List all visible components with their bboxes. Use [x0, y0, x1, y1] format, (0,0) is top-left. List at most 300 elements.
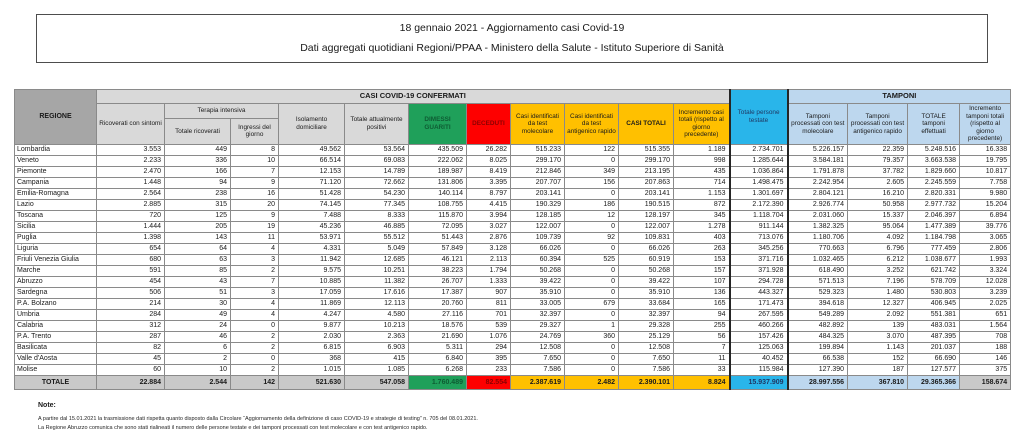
value-cell: 2.482: [565, 375, 619, 389]
value-cell: 57.849: [409, 243, 467, 254]
value-cell: 267.595: [730, 309, 788, 320]
value-cell: 12.508: [511, 342, 565, 353]
value-cell: 54.230: [345, 188, 409, 199]
table-row: [15, 155, 1011, 166]
value-cell: 547.058: [345, 375, 409, 389]
value-cell: 708: [960, 331, 1011, 342]
value-cell: 3.395: [467, 177, 511, 188]
value-cell: 69.083: [345, 155, 409, 166]
value-cell: 872: [674, 199, 730, 210]
value-cell: 4: [231, 243, 279, 254]
value-cell: 2.564: [97, 188, 165, 199]
value-cell: 907: [467, 287, 511, 298]
value-cell: 483.031: [908, 320, 960, 331]
table-row: [15, 188, 1011, 199]
value-cell: 1.564: [960, 320, 1011, 331]
value-cell: 109.739: [511, 232, 565, 243]
value-cell: 8.797: [467, 188, 511, 199]
value-cell: 51: [165, 287, 231, 298]
region-name-cell: Friuli Venezia Giulia: [15, 254, 97, 265]
value-cell: 12: [565, 210, 619, 221]
region-name-cell: Calabria: [15, 320, 97, 331]
value-cell: 1.448: [97, 177, 165, 188]
value-cell: 10: [165, 364, 231, 375]
region-name-cell: Piemonte: [15, 166, 97, 177]
value-cell: 1.278: [674, 221, 730, 232]
value-cell: 5.311: [409, 342, 467, 353]
value-cell: 8: [231, 144, 279, 155]
value-cell: 40.452: [730, 353, 788, 364]
value-cell: 0: [231, 353, 279, 364]
value-cell: 7.758: [960, 177, 1011, 188]
value-cell: 3.663.538: [908, 155, 960, 166]
value-cell: 2.734.701: [730, 144, 788, 155]
value-cell: 207.707: [511, 177, 565, 188]
value-cell: 1.076: [467, 331, 511, 342]
value-cell: 128.185: [511, 210, 565, 221]
value-cell: 367.810: [848, 375, 908, 389]
value-cell: 17.059: [279, 287, 345, 298]
value-cell: 10.251: [345, 265, 409, 276]
value-cell: 1.382.325: [788, 221, 848, 232]
region-name-cell: Campania: [15, 177, 97, 188]
value-cell: 1.398: [97, 232, 165, 243]
value-cell: 122: [565, 144, 619, 155]
value-cell: 2.387.619: [511, 375, 565, 389]
band-casi-covid-confermati: CASI COVID-19 CONFERMATI: [97, 90, 730, 104]
region-name-cell: P.A. Bolzano: [15, 298, 97, 309]
value-cell: 11.869: [279, 298, 345, 309]
column-header-totale-tamponi: TOTALE tamponi effettuati: [908, 104, 960, 145]
value-cell: 2.233: [97, 155, 165, 166]
value-cell: 6.815: [279, 342, 345, 353]
value-cell: 539: [467, 320, 511, 331]
value-cell: 6.903: [345, 342, 409, 353]
value-cell: 43: [165, 276, 231, 287]
value-cell: 11: [231, 232, 279, 243]
value-cell: 371.928: [730, 265, 788, 276]
table-row: [15, 166, 1011, 177]
value-cell: 0: [565, 276, 619, 287]
value-cell: 1.153: [674, 188, 730, 199]
value-cell: 8.419: [467, 166, 511, 177]
value-cell: 1.184.798: [908, 232, 960, 243]
value-cell: 449: [165, 144, 231, 155]
value-cell: 9.877: [279, 320, 345, 331]
value-cell: 35.910: [511, 287, 565, 298]
value-cell: 3.070: [848, 331, 908, 342]
value-cell: 1.143: [848, 342, 908, 353]
value-cell: 395: [467, 353, 511, 364]
value-cell: 60: [97, 364, 165, 375]
value-cell: 158.674: [960, 375, 1011, 389]
value-cell: 618.490: [788, 265, 848, 276]
value-cell: 55.512: [345, 232, 409, 243]
value-cell: 4.580: [345, 309, 409, 320]
region-name-cell: P.A. Trento: [15, 331, 97, 342]
value-cell: 16: [231, 188, 279, 199]
value-cell: 17.616: [345, 287, 409, 298]
table-row: [15, 265, 1011, 276]
value-cell: 0: [565, 265, 619, 276]
value-cell: 11.942: [279, 254, 345, 265]
value-cell: 1.829.660: [908, 166, 960, 177]
value-cell: 701: [467, 309, 511, 320]
value-cell: 46.885: [345, 221, 409, 232]
value-cell: 66.690: [908, 353, 960, 364]
region-name-cell: Valle d'Aosta: [15, 353, 97, 364]
value-cell: 0: [565, 342, 619, 353]
column-header-totale-ricoverati: Totale ricoverati: [165, 119, 231, 145]
title-box: [36, 14, 988, 63]
region-name-cell: Sicilia: [15, 221, 97, 232]
value-cell: 714: [674, 177, 730, 188]
value-cell: 212.846: [511, 166, 565, 177]
value-cell: 591: [97, 265, 165, 276]
value-cell: 30: [165, 298, 231, 309]
value-cell: 128.197: [619, 210, 674, 221]
value-cell: 0: [565, 188, 619, 199]
value-cell: 299.170: [619, 155, 674, 166]
value-cell: 1.032.465: [788, 254, 848, 265]
value-cell: 7.650: [511, 353, 565, 364]
column-header-incremento-tamponi: Incremento tamponi totali (rispetto al giorno precedente): [960, 104, 1011, 145]
value-cell: 6: [165, 342, 231, 353]
value-cell: 415: [345, 353, 409, 364]
value-cell: 2.885: [97, 199, 165, 210]
value-cell: 190.515: [619, 199, 674, 210]
table-row: [15, 144, 1011, 155]
column-header-ingressi-del-giorno: Ingressi del giorno: [231, 119, 279, 145]
value-cell: 157.426: [730, 331, 788, 342]
value-cell: 394.618: [788, 298, 848, 309]
value-cell: 2.876: [467, 232, 511, 243]
value-cell: 2: [231, 265, 279, 276]
region-name-cell: Lazio: [15, 199, 97, 210]
header-row: [15, 104, 1011, 119]
value-cell: 1.498.475: [730, 177, 788, 188]
table-row: [15, 353, 1011, 364]
value-cell: 2.390.101: [619, 375, 674, 389]
value-cell: 20: [231, 199, 279, 210]
value-cell: 2.172.390: [730, 199, 788, 210]
value-cell: 2.470: [97, 166, 165, 177]
value-cell: 651: [960, 309, 1011, 320]
region-name-cell: Sardegna: [15, 287, 97, 298]
value-cell: 713.076: [730, 232, 788, 243]
value-cell: 79.357: [848, 155, 908, 166]
column-header-casi-test-antigenico: Casi identificati da test antigenico rapido: [565, 104, 619, 145]
region-name-cell: Abruzzo: [15, 276, 97, 287]
value-cell: 60.919: [619, 254, 674, 265]
value-cell: 6.840: [409, 353, 467, 364]
value-cell: 27.116: [409, 309, 467, 320]
value-cell: 11: [674, 353, 730, 364]
value-cell: 9: [231, 177, 279, 188]
value-cell: 51.428: [279, 188, 345, 199]
value-cell: 679: [565, 298, 619, 309]
value-cell: 1.085: [345, 364, 409, 375]
value-cell: 3.239: [960, 287, 1011, 298]
value-cell: 72.662: [345, 177, 409, 188]
value-cell: 50.268: [511, 265, 565, 276]
table-row: [15, 221, 1011, 232]
value-cell: 56: [674, 331, 730, 342]
value-cell: 345: [674, 210, 730, 221]
table-row: [15, 364, 1011, 375]
value-cell: 29.365.366: [908, 375, 960, 389]
value-cell: 2.605: [848, 177, 908, 188]
value-cell: 6.212: [848, 254, 908, 265]
value-cell: 549.289: [788, 309, 848, 320]
value-cell: 85: [165, 265, 231, 276]
value-cell: 460.266: [730, 320, 788, 331]
value-cell: 0: [565, 243, 619, 254]
value-cell: 71.120: [279, 177, 345, 188]
value-cell: 5.248.516: [908, 144, 960, 155]
value-cell: 2: [231, 342, 279, 353]
value-cell: 530.803: [908, 287, 960, 298]
value-cell: 37.782: [848, 166, 908, 177]
value-cell: 32.397: [619, 309, 674, 320]
table-row: [15, 199, 1011, 210]
value-cell: 1.791.878: [788, 166, 848, 177]
value-cell: 2.804.121: [788, 188, 848, 199]
value-cell: 207.863: [619, 177, 674, 188]
value-cell: 621.742: [908, 265, 960, 276]
value-cell: 1.189: [674, 144, 730, 155]
value-cell: 7.650: [619, 353, 674, 364]
value-cell: 487.395: [908, 331, 960, 342]
note-line-1: A partire dal 15.01.2021 la trasmissione dati rispetta quanto disposto dalla Circolare “Aggiornamento della definizione di caso COVID-19 e strategie di testing” n. 705 del 08.01.2021.: [38, 415, 478, 422]
value-cell: 811: [467, 298, 511, 309]
value-cell: 127.577: [908, 364, 960, 375]
value-cell: 521.630: [279, 375, 345, 389]
band-terapia-intensiva: Terapia intensiva: [165, 104, 279, 119]
column-header-tamponi-molecolare: Tamponi processati con test molecolare: [788, 104, 848, 145]
value-cell: 115.984: [730, 364, 788, 375]
value-cell: 443.327: [730, 287, 788, 298]
value-cell: 171.473: [730, 298, 788, 309]
value-cell: 515.233: [511, 144, 565, 155]
value-cell: 406.945: [908, 298, 960, 309]
value-cell: 2: [231, 364, 279, 375]
value-cell: 375: [960, 364, 1011, 375]
value-cell: 39.422: [511, 276, 565, 287]
value-cell: 15.937.909: [730, 375, 788, 389]
value-cell: 654: [97, 243, 165, 254]
value-cell: 19.795: [960, 155, 1011, 166]
value-cell: 1.480: [848, 287, 908, 298]
value-cell: 18.576: [409, 320, 467, 331]
value-cell: 10.213: [345, 320, 409, 331]
value-cell: 10.817: [960, 166, 1011, 177]
value-cell: 12.028: [960, 276, 1011, 287]
value-cell: 263: [674, 243, 730, 254]
value-cell: 122.007: [619, 221, 674, 232]
value-cell: 94: [674, 309, 730, 320]
value-cell: 529.323: [788, 287, 848, 298]
value-cell: 22.359: [848, 144, 908, 155]
value-cell: 3.994: [467, 210, 511, 221]
value-cell: 33.684: [619, 298, 674, 309]
value-cell: 3.027: [467, 221, 511, 232]
value-cell: 1.794: [467, 265, 511, 276]
value-cell: 6.894: [960, 210, 1011, 221]
value-cell: 11.382: [345, 276, 409, 287]
value-cell: 777.459: [908, 243, 960, 254]
value-cell: 15.204: [960, 199, 1011, 210]
value-cell: 156: [565, 177, 619, 188]
value-cell: 287: [97, 331, 165, 342]
value-cell: 153: [674, 254, 730, 265]
value-cell: 2.806: [960, 243, 1011, 254]
value-cell: 0: [565, 221, 619, 232]
region-name-cell: Veneto: [15, 155, 97, 166]
value-cell: 39.776: [960, 221, 1011, 232]
value-cell: 360: [565, 331, 619, 342]
value-cell: 152: [848, 353, 908, 364]
value-cell: 3: [231, 254, 279, 265]
total-label-cell: TOTALE: [15, 375, 97, 389]
value-cell: 8.824: [674, 375, 730, 389]
value-cell: 190.329: [511, 199, 565, 210]
total-row: [15, 375, 1011, 389]
notes-label: Note:: [38, 401, 56, 409]
value-cell: 312: [97, 320, 165, 331]
value-cell: 0: [565, 309, 619, 320]
value-cell: 213.195: [619, 166, 674, 177]
value-cell: 1.285.644: [730, 155, 788, 166]
value-cell: 17.387: [409, 287, 467, 298]
value-cell: 64: [165, 243, 231, 254]
value-cell: 770.663: [788, 243, 848, 254]
value-cell: 26.707: [409, 276, 467, 287]
value-cell: 294.728: [730, 276, 788, 287]
value-cell: 35.910: [619, 287, 674, 298]
value-cell: 2.113: [467, 254, 511, 265]
column-header-dimessi-guariti: DIMESSI GUARITI: [409, 104, 467, 145]
value-cell: 2.242.954: [788, 177, 848, 188]
column-header-regione: REGIONE: [15, 90, 97, 145]
value-cell: 284: [97, 309, 165, 320]
table-row: [15, 254, 1011, 265]
value-cell: 0: [565, 287, 619, 298]
value-cell: 403: [674, 232, 730, 243]
value-cell: 122.007: [511, 221, 565, 232]
value-cell: 29.328: [619, 320, 674, 331]
table-row: [15, 232, 1011, 243]
value-cell: 680: [97, 254, 165, 265]
value-cell: 7.586: [619, 364, 674, 375]
covid-data-table: [14, 89, 1011, 390]
value-cell: 16.338: [960, 144, 1011, 155]
value-cell: 238: [165, 188, 231, 199]
value-cell: 214: [97, 298, 165, 309]
value-cell: 1: [565, 320, 619, 331]
table-row: [15, 177, 1011, 188]
value-cell: 15.337: [848, 210, 908, 221]
column-header-isolamento-domiciliare: Isolamento domiciliare: [279, 104, 345, 145]
value-cell: 125.063: [730, 342, 788, 353]
value-cell: 4.331: [279, 243, 345, 254]
value-cell: 51.443: [409, 232, 467, 243]
value-cell: 2.025: [960, 298, 1011, 309]
value-cell: 294: [467, 342, 511, 353]
value-cell: 3.324: [960, 265, 1011, 276]
value-cell: 506: [97, 287, 165, 298]
value-cell: 140.114: [409, 188, 467, 199]
value-cell: 66.026: [511, 243, 565, 254]
value-cell: 1.036.864: [730, 166, 788, 177]
column-header-totale-persone-testate: Totale persone testate: [730, 90, 788, 145]
value-cell: 187: [848, 364, 908, 375]
value-cell: 45.236: [279, 221, 345, 232]
table-row: [15, 320, 1011, 331]
value-cell: 9: [231, 210, 279, 221]
value-cell: 7: [231, 166, 279, 177]
value-cell: 315: [165, 199, 231, 210]
value-cell: 3: [231, 287, 279, 298]
value-cell: 571.513: [788, 276, 848, 287]
value-cell: 21.690: [409, 331, 467, 342]
value-cell: 146: [960, 353, 1011, 364]
value-cell: 74.145: [279, 199, 345, 210]
value-cell: 157: [674, 265, 730, 276]
value-cell: 4.092: [848, 232, 908, 243]
value-cell: 115.870: [409, 210, 467, 221]
value-cell: 2.245.559: [908, 177, 960, 188]
value-cell: 33: [674, 364, 730, 375]
value-cell: 4: [231, 309, 279, 320]
value-cell: 28.997.556: [788, 375, 848, 389]
value-cell: 60.394: [511, 254, 565, 265]
value-cell: 1.760.489: [409, 375, 467, 389]
value-cell: 66.538: [788, 353, 848, 364]
region-name-cell: Emilia-Romagna: [15, 188, 97, 199]
column-header-tamponi-antigenico: Tamponi processati con test antigenico rapido: [848, 104, 908, 145]
region-name-cell: Basilicata: [15, 342, 97, 353]
value-cell: 203.141: [619, 188, 674, 199]
notes-section: [38, 402, 1024, 431]
value-cell: 72.095: [409, 221, 467, 232]
value-cell: 222.062: [409, 155, 467, 166]
value-cell: 38.223: [409, 265, 467, 276]
value-cell: 255: [674, 320, 730, 331]
value-cell: 92: [565, 232, 619, 243]
value-cell: 131.806: [409, 177, 467, 188]
value-cell: 3.065: [960, 232, 1011, 243]
value-cell: 142: [231, 375, 279, 389]
table-row: [15, 331, 1011, 342]
value-cell: 188: [960, 342, 1011, 353]
value-cell: 49: [165, 309, 231, 320]
column-header-totale-attualmente-positivi: Totale attualmente positivi: [345, 104, 409, 145]
value-cell: 10: [231, 155, 279, 166]
value-cell: 143: [165, 232, 231, 243]
value-cell: 1.993: [960, 254, 1011, 265]
header-band-row: [15, 90, 1011, 104]
value-cell: 108.755: [409, 199, 467, 210]
value-cell: 82.554: [467, 375, 511, 389]
table-row: [15, 342, 1011, 353]
value-cell: 136: [674, 287, 730, 298]
value-cell: 0: [565, 353, 619, 364]
value-cell: 8.025: [467, 155, 511, 166]
region-name-cell: Marche: [15, 265, 97, 276]
region-name-cell: Liguria: [15, 243, 97, 254]
value-cell: 94: [165, 177, 231, 188]
